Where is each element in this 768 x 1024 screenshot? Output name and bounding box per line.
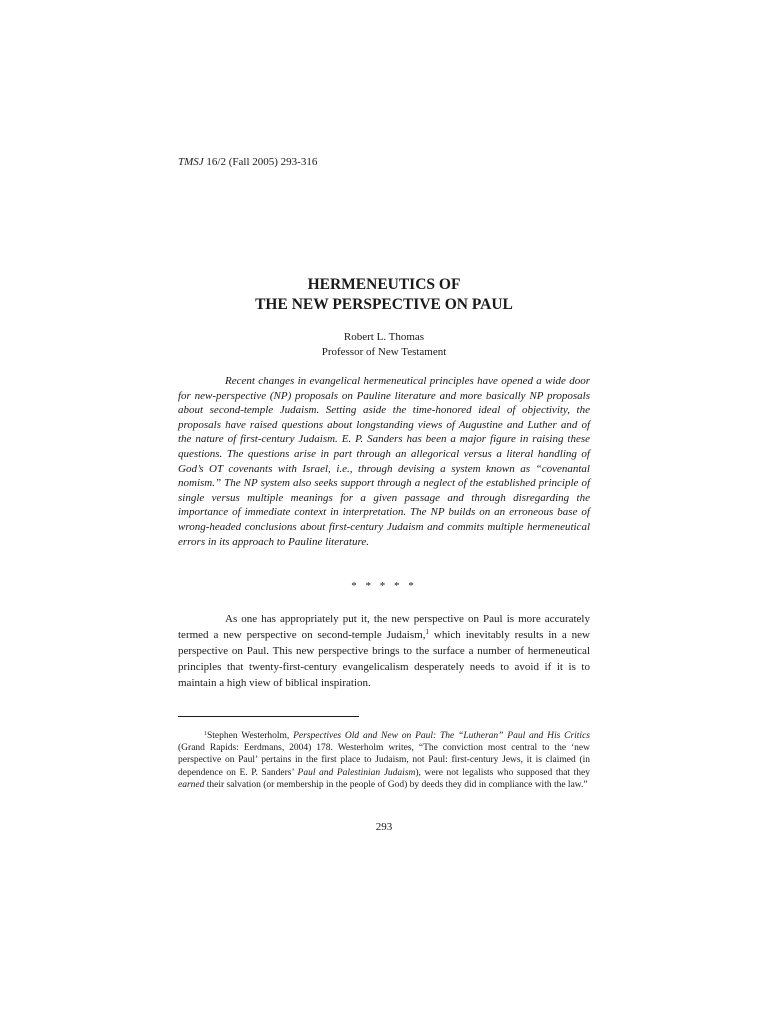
abstract: Recent changes in evangelical hermeneutical principles have opened a wide door for new-perspective (NP) proposals on Pauline literature and more basically NP proposals about second-temple Judaism. Setting aside the time-honored ideal of objectivity, the proposals have raised questions about longstanding views of Augustine and Luther and of the nature of first-century Judaism. E. P. Sanders has been a major figure in raising these questions. The questions arise in part through an allegorical versus a literal handling of God’s OT covenants with Israel, i.e., through devising a system known as “covenantal nomism.” The NP system also seeks support through a neglect of the established principle of single versus multiple meanings for a given passage and through disregarding the importance of immediate context in interpretation. The NP builds on an erroneous base of wrong-headed conclusions about first-century Judaism and commits multiple hermeneutical errors in its approach to Pauline literature. [178, 375, 590, 548]
footnote-mark: 1 [204, 731, 207, 737]
author-name: Robert L. Thomas [343, 331, 425, 343]
author-block [178, 330, 590, 359]
footnote-emphasis: earned [178, 779, 205, 790]
article-title-line-2: THE NEW PERSPECTIVE ON PAUL [255, 296, 513, 313]
body-text-part-2: which inevitably results in a new perspective on Paul. This new perspective brings to the surface a number of hermeneutical principles that twenty-first-century evangelicalism desperately needs to avoid if it is to maintain a high view of biblical inspiration. [178, 629, 590, 689]
body-paragraph [178, 611, 590, 691]
body-text-part-1: As one has appropriately put it, the new perspective on Paul is more accurately termed a new perspective on second-temple Judaism, [178, 613, 590, 641]
article-title [178, 275, 590, 315]
footnote-text-2: (Grand Rapids: Eerdmans, 2004) 178. Westerholm writes, “The conviction most central to the ‘new perspective on Paul’ pertains in the first place to Judaism, not Paul: first-century Jews, it is claimed (in dependence on E. P. Sanders’ [178, 743, 590, 778]
footnote-text-1: Stephen Westerholm, [207, 731, 294, 741]
footnote-1 [178, 730, 590, 791]
footnote-text-4: their salvation (or membership in the people of God) by deeds they did in compliance with the law.” [204, 779, 588, 790]
footnote-book-title: Perspectives Old and New on Paul: The “Lutheran” Paul and His Critics [293, 731, 590, 741]
footnote-divider [178, 716, 359, 717]
footnote-text-3: ), were not legalists who supposed that they [415, 767, 591, 778]
journal-citation [178, 155, 317, 169]
section-separator: * * * * * [351, 580, 417, 592]
page-number: 293 [375, 821, 393, 833]
author-role: Professor of New Testament [321, 345, 447, 358]
footnote-book-title-2: Paul and Palestinian Judaism [297, 767, 416, 778]
footnote-reference[interactable]: 1 [425, 628, 429, 636]
journal-abbreviation: TMSJ [178, 156, 204, 168]
article-title-line-1: HERMENEUTICS OF [307, 276, 461, 293]
journal-issue: 16/2 (Fall 2005) 293-316 [203, 156, 318, 168]
